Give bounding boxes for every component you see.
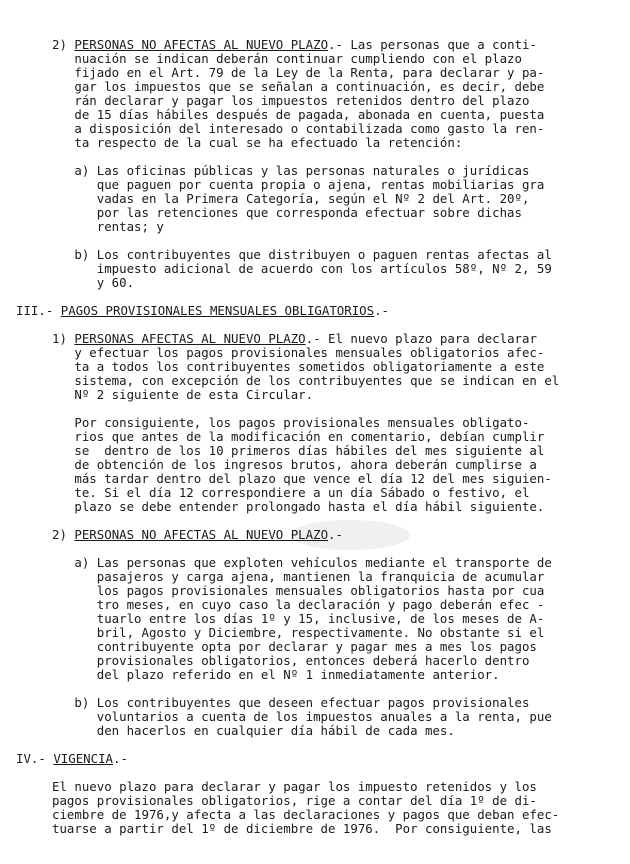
text-line: a) Las personas que exploten vehículos mediante el transporte de — [52, 555, 552, 570]
text-line: den hacerlos en cualquier día hábil de cada mes. — [52, 723, 455, 738]
text-line: pasajeros y carga ajena, mantienen la franquicia de acumular — [52, 569, 545, 584]
text-line: más tardar dentro del plazo que vence el día 12 del mes siguien- — [52, 471, 552, 486]
text-line: ciembre de 1976,y afecta a las declaraciones y pagos que deban efec- — [52, 807, 560, 822]
text-line: por las retenciones que corresponda efectuar sobre dichas — [52, 205, 522, 220]
text-line: que paguen por cuenta propia o ajena, rentas mobiliarias gra — [52, 177, 545, 192]
text-line: tro meses, en cuyo caso la declaración y pago deberán efec - — [52, 597, 545, 612]
text-line: Nº 2 siguiente de esta Circular. — [52, 387, 314, 402]
section-iii-heading: III.- PAGOS PROVISIONALES MENSUALES OBLIGATORIOS.- — [16, 303, 389, 318]
text-line: rios que antes de la modificación en comentario, debían cumplir — [52, 429, 545, 444]
item-2-line-1: 2) PERSONAS NO AFECTAS AL NUEVO PLAZO.- Las personas que a conti- — [52, 37, 537, 52]
text-line: impuesto adicional de acuerdo con los artículos 58º, Nº 2, 59 — [52, 261, 552, 276]
text-line: ta a todos los contribuyentes sometidos obligatoriamente a este — [52, 359, 545, 374]
text-line: a) Las oficinas públicas y las personas naturales o jurídicas — [52, 163, 530, 178]
text-line: a disposición del interesado o contabilizada como gasto la ren- — [52, 121, 545, 136]
section-iv-heading: IV.- VIGENCIA.- — [16, 751, 128, 766]
text-line: de obtención de los ingresos brutos, ahora deberán cumplirse a — [52, 457, 537, 472]
heading-personas-no-afectas: PERSONAS NO AFECTAS AL NUEVO PLAZO — [74, 37, 329, 52]
text-line: gar los impuestos que se señalan a continuación, es decir, debe — [52, 79, 545, 94]
text-line: del plazo referido en el Nº 1 inmediatamente anterior. — [52, 667, 500, 682]
text-line: tuarse a partir del 1º de diciembre de 1976. Por consiguiente, las — [52, 821, 552, 836]
text-line: b) Los contribuyentes que deseen efectuar pagos provisionales — [52, 695, 530, 710]
item-1-line-1: 1) PERSONAS AFECTAS AL NUEVO PLAZO.- El nuevo plazo para declarar — [52, 331, 537, 346]
text-line: los pagos provisionales mensuales obligatorios hasta por cua — [52, 583, 545, 598]
heading-personas-afectas: PERSONAS AFECTAS AL NUEVO PLAZO — [74, 331, 306, 346]
text-line: te. Si el día 12 correspondiere a un día Sábado o festivo, el — [52, 485, 530, 500]
text-line: plazo se debe entender prolongado hasta el día hábil siguiente. — [52, 499, 545, 514]
text-line: y efectuar los pagos provisionales mensuales obligatorios afec- — [52, 345, 545, 360]
text-line: fijado en el Art. 79 de la Ley de la Renta, para declarar y pa- — [52, 65, 545, 80]
text-line: y 60. — [52, 275, 135, 290]
section-iii-title: PAGOS PROVISIONALES MENSUALES OBLIGATORIOS — [60, 303, 375, 318]
text-line: sistema, con excepción de los contribuyentes que se indican en el — [52, 373, 560, 388]
text-line: ta respecto de la cual se ha efectuado la retención: — [52, 135, 463, 150]
text-line: rentas; y — [52, 219, 164, 234]
text-line: El nuevo plazo para declarar y pagar los impuesto retenidos y los — [52, 779, 537, 794]
section-iv-title: VIGENCIA — [53, 751, 113, 766]
text-line: vadas en la Primera Categoría, según el Nº 2 del Art. 20º, — [52, 191, 530, 206]
text-line: bril, Agosto y Diciembre, respectivamente. No obstante si el — [52, 625, 545, 640]
text-line: se dentro de los 10 primeros días hábiles del mes siguiente al — [52, 443, 545, 458]
text-line: rán declarar y pagar los impuestos retenidos dentro del plazo — [52, 93, 530, 108]
text-line: provisionales obligatorios, entonces deberá hacerlo dentro — [52, 653, 530, 668]
text-line: voluntarios a cuenta de los impuestos anuales a la renta, pue — [52, 709, 552, 724]
heading-personas-no-afectas-2: PERSONAS NO AFECTAS AL NUEVO PLAZO — [74, 527, 329, 542]
text-line: nuación se indican deberán continuar cumpliendo con el plazo — [52, 51, 522, 66]
text-line: contribuyente opta por declarar y pagar mes a mes los pagos — [52, 639, 537, 654]
text-line: b) Los contribuyentes que distribuyen o paguen rentas afectas al — [52, 247, 552, 262]
text-line: pagos provisionales obligatorios, rige a contar del día 1º de di- — [52, 793, 537, 808]
item-2-heading: 2) PERSONAS NO AFECTAS AL NUEVO PLAZO.- — [52, 527, 343, 542]
text-line: Por consiguiente, los pagos provisionales mensuales obligato- — [52, 415, 530, 430]
text-line: tuarlo entre los días 1º y 15, inclusive, de los meses de A- — [52, 611, 545, 626]
text-line: de 15 días hábiles después de pagada, abonada en cuenta, puesta — [52, 107, 545, 122]
